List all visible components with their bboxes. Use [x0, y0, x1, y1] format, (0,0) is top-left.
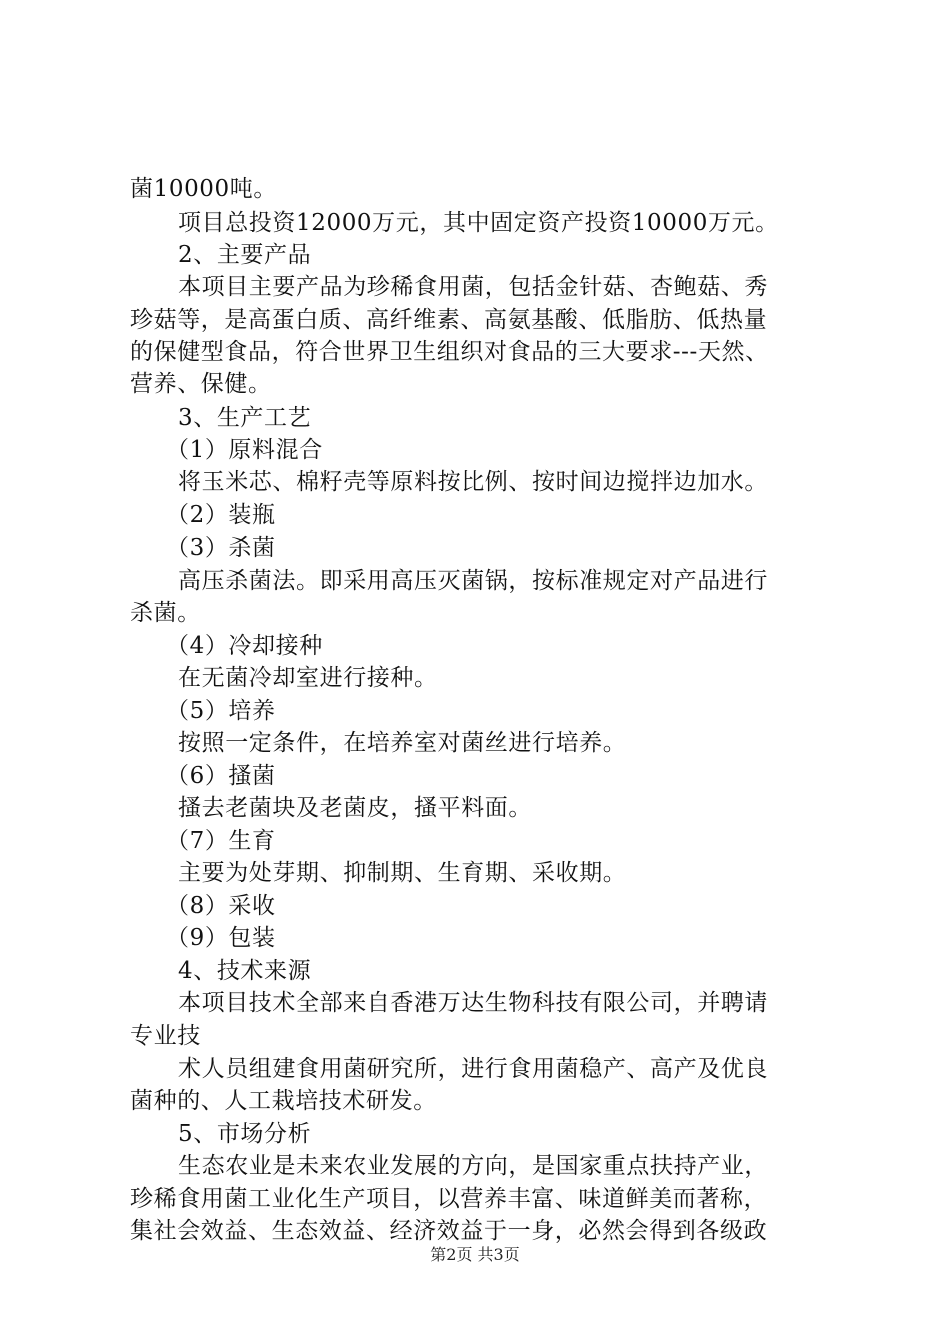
text-line: 营养、保健。	[130, 371, 272, 397]
text-line: 生态农业是未来农业发展的方向，是国家重点扶持产业，	[178, 1153, 768, 1179]
sub-heading: （2）装瓶	[166, 502, 276, 528]
text-line: 珍稀食用菌工业化生产项目，以营养丰富、味道鲜美而著称，	[130, 1186, 768, 1212]
text-line: 按照一定条件，在培养室对菌丝进行培养。	[178, 730, 627, 756]
text-line: 杀菌。	[130, 600, 201, 626]
section-heading: 2、主要产品	[178, 242, 312, 268]
text-line: 术人员组建食用菌研究所，进行食用菌稳产、高产及优良	[178, 1056, 768, 1082]
sub-heading: （1）原料混合	[166, 437, 323, 463]
text-line: 珍菇等，是高蛋白质、高纤维素、高氨基酸、低脂肪、低热量	[130, 307, 768, 333]
sub-heading: （5）培养	[166, 698, 276, 724]
text-line: 专业技	[130, 1023, 201, 1049]
text-line: 集社会效益、生态效益、经济效益于一身，必然会得到各级政	[130, 1218, 768, 1244]
page-number-footer: 第2页 共3页	[430, 1245, 520, 1264]
text-line: 本项目技术全部来自香港万达生物科技有限公司，并聘请	[178, 990, 768, 1016]
section-heading: 3、生产工艺	[178, 405, 312, 431]
text-line: 菌种的、人工栽培技术研发。	[130, 1088, 437, 1114]
section-heading: 4、技术来源	[178, 958, 312, 984]
sub-heading: （6）搔菌	[166, 763, 276, 789]
text-line: 在无菌冷却室进行接种。	[178, 665, 438, 691]
sub-heading: （8）采收	[166, 893, 276, 919]
text-line: 高压杀菌法。即采用高压灭菌锅，按标准规定对产品进行	[178, 568, 768, 594]
sub-heading: （9）包装	[166, 925, 276, 951]
text-line: 本项目主要产品为珍稀食用菌，包括金针菇、杏鲍菇、秀	[178, 274, 768, 300]
section-heading: 5、市场分析	[178, 1121, 312, 1147]
text-line: 项目总投资12000万元，其中固定资产投资10000万元。	[178, 210, 779, 236]
sub-heading: （4）冷却接种	[166, 633, 323, 659]
text-line: 搔去老菌块及老菌皮，搔平料面。	[178, 795, 532, 821]
text-line: 的保健型食品，符合世界卫生组织对食品的三大要求---天然、	[130, 339, 769, 365]
sub-heading: （7）生育	[166, 828, 276, 854]
sub-heading: （3）杀菌	[166, 535, 276, 561]
text-line: 主要为处芽期、抑制期、生育期、采收期。	[178, 860, 627, 886]
text-line: 将玉米芯、棉籽壳等原料按比例、按时间边搅拌边加水。	[178, 469, 768, 495]
text-line: 菌10000吨。	[130, 176, 277, 202]
